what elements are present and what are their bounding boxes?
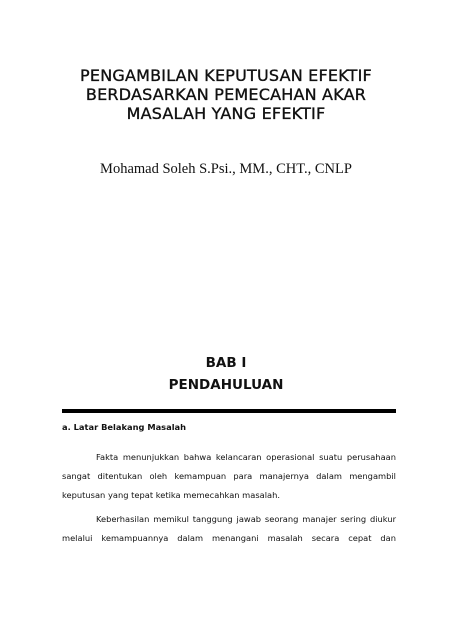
horizontal-rule <box>62 409 396 413</box>
paragraph <box>62 448 396 505</box>
title-line: MASALAH YANG EFEKTIF <box>126 104 326 123</box>
document-title <box>40 66 412 123</box>
section-heading: a. Latar Belakang Masalah <box>62 422 187 432</box>
title-line: BERDASARKAN PEMECAHAN AKAR <box>85 85 367 104</box>
chapter-title: PENDAHULUAN <box>168 377 284 393</box>
author-name: Mohamad Soleh S.Psi., MM., CHT., CNLP <box>100 161 352 177</box>
paragraph-line: sangat ditentukan oleh kemampuan para manajernya dalam mengambil <box>62 471 396 481</box>
paragraph-line: keputusan yang tepat ketika memecahkan masalah. <box>62 490 281 500</box>
chapter-number: BAB I <box>205 355 247 371</box>
paragraph-line: Keberhasilan memikul tanggung jawab seorang manajer sering diukur <box>96 514 396 524</box>
paragraph-line: Fakta menunjukkan bahwa kelancaran operasional suatu perusahaan <box>96 452 396 462</box>
title-line: PENGAMBILAN KEPUTUSAN EFEKTIF <box>80 66 372 85</box>
paragraph <box>62 510 396 548</box>
paragraph-line: melalui kemampuannya dalam menangani masalah secara cepat dan <box>62 533 396 543</box>
